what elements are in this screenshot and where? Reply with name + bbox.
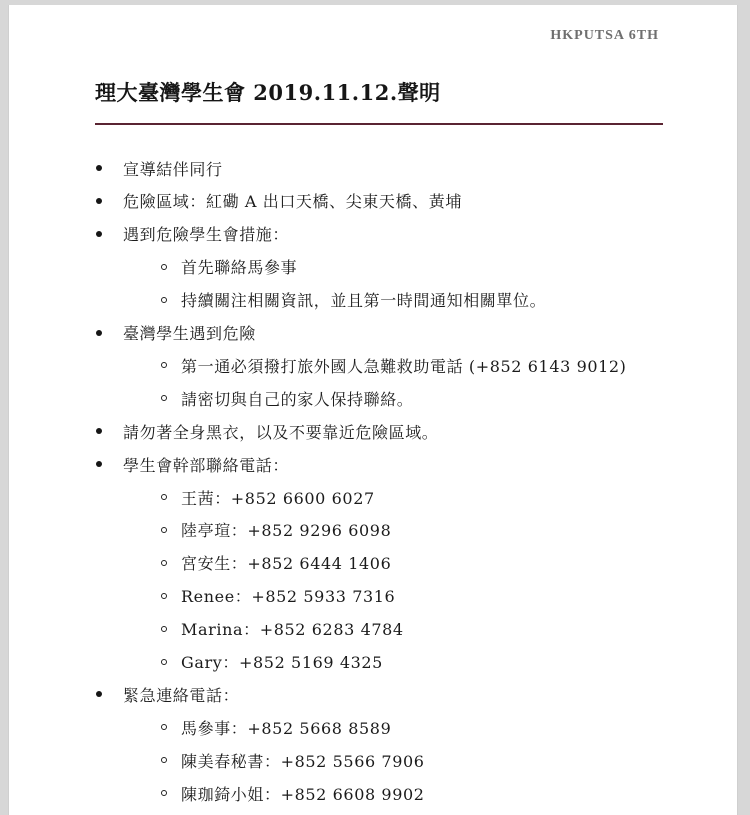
list-item <box>95 320 256 346</box>
list-item-text: 第一通必須撥打旅外國人急難救助電話 (+852 6143 9012) <box>181 356 627 376</box>
circle-bullet-icon <box>161 527 167 533</box>
list-item-text: 請密切與自己的家人保持聯絡。 <box>181 389 414 409</box>
bullet-icon <box>96 428 102 434</box>
circle-bullet-icon <box>161 626 167 632</box>
list-item-text: 陸亭瑄：+852 9296 6098 <box>181 521 392 541</box>
list-item-text: 緊急連絡電話： <box>123 685 240 705</box>
list-item-text: 遇到危險學生會措施： <box>123 225 290 245</box>
sub-list-item <box>161 714 391 740</box>
sub-list-item <box>161 352 627 378</box>
circle-bullet-icon <box>161 593 167 599</box>
list-item-text: 宣導結伴同行 <box>123 159 223 179</box>
page-title: 理大臺灣學生會 2019.11.12.聲明 <box>95 80 441 105</box>
circle-bullet-icon <box>161 494 167 500</box>
list-item-text: Marina：+852 6283 4784 <box>181 620 404 640</box>
circle-bullet-icon <box>161 395 167 401</box>
circle-bullet-icon <box>161 264 167 270</box>
sub-list-item <box>161 484 375 510</box>
sub-list-item <box>161 517 391 543</box>
list-item-text: 臺灣學生遇到危險 <box>123 324 256 343</box>
circle-bullet-icon <box>161 297 167 303</box>
circle-bullet-icon <box>161 757 167 763</box>
list-item <box>95 418 438 444</box>
list-item-text: 首先聯絡馬參事 <box>181 258 298 278</box>
sub-list-item <box>161 747 425 773</box>
circle-bullet-icon <box>161 790 167 796</box>
sub-list-item <box>161 649 383 675</box>
list-item-text: Gary：+852 5169 4325 <box>181 653 383 672</box>
list-item-text: 學生會幹部聯絡電話： <box>123 455 290 475</box>
sub-list-item <box>161 780 425 806</box>
list-item <box>95 188 462 214</box>
sub-list-item <box>161 287 546 313</box>
title-divider <box>95 123 663 125</box>
document-page <box>8 5 738 815</box>
circle-bullet-icon <box>161 659 167 665</box>
list-item-text: 馬參事：+852 5668 8589 <box>181 718 392 738</box>
list-item-text: 王茜：+852 6600 6027 <box>181 488 375 508</box>
list-item-text: 宮安生：+852 6444 1406 <box>181 554 392 574</box>
circle-bullet-icon <box>161 724 167 730</box>
header-tag: HKPUTSA 6TH <box>550 28 659 43</box>
sub-list-item <box>161 583 395 609</box>
list-item-text: 持續關注相關資訊，並且第一時間通知相關單位。 <box>181 291 547 311</box>
list-item <box>95 451 289 477</box>
list-item-text: Renee：+852 5933 7316 <box>181 587 396 607</box>
sub-list-item <box>161 550 391 576</box>
list-item-text: 陳珈錡小姐：+852 6608 9902 <box>181 784 425 804</box>
list-item <box>95 221 289 247</box>
list-item-text: 陳美春秘書：+852 5566 7906 <box>181 751 425 771</box>
bullet-icon <box>96 231 102 237</box>
list-item-text: 危險區域：紅磡 A 出口天橋、尖東天橋、黃埔 <box>123 192 462 212</box>
bullet-icon <box>96 165 102 171</box>
bullet-icon <box>96 691 102 697</box>
list-item-text: 請勿著全身黑衣，以及不要靠近危險區域。 <box>123 422 439 442</box>
sub-list-item <box>161 254 297 280</box>
list-item <box>95 681 239 707</box>
sub-list-item <box>161 616 404 642</box>
bullet-icon <box>96 461 102 467</box>
bullet-icon <box>96 330 102 336</box>
circle-bullet-icon <box>161 560 167 566</box>
circle-bullet-icon <box>161 362 167 368</box>
sub-list-item <box>161 385 413 411</box>
list-item <box>95 155 223 181</box>
bullet-icon <box>96 198 102 204</box>
